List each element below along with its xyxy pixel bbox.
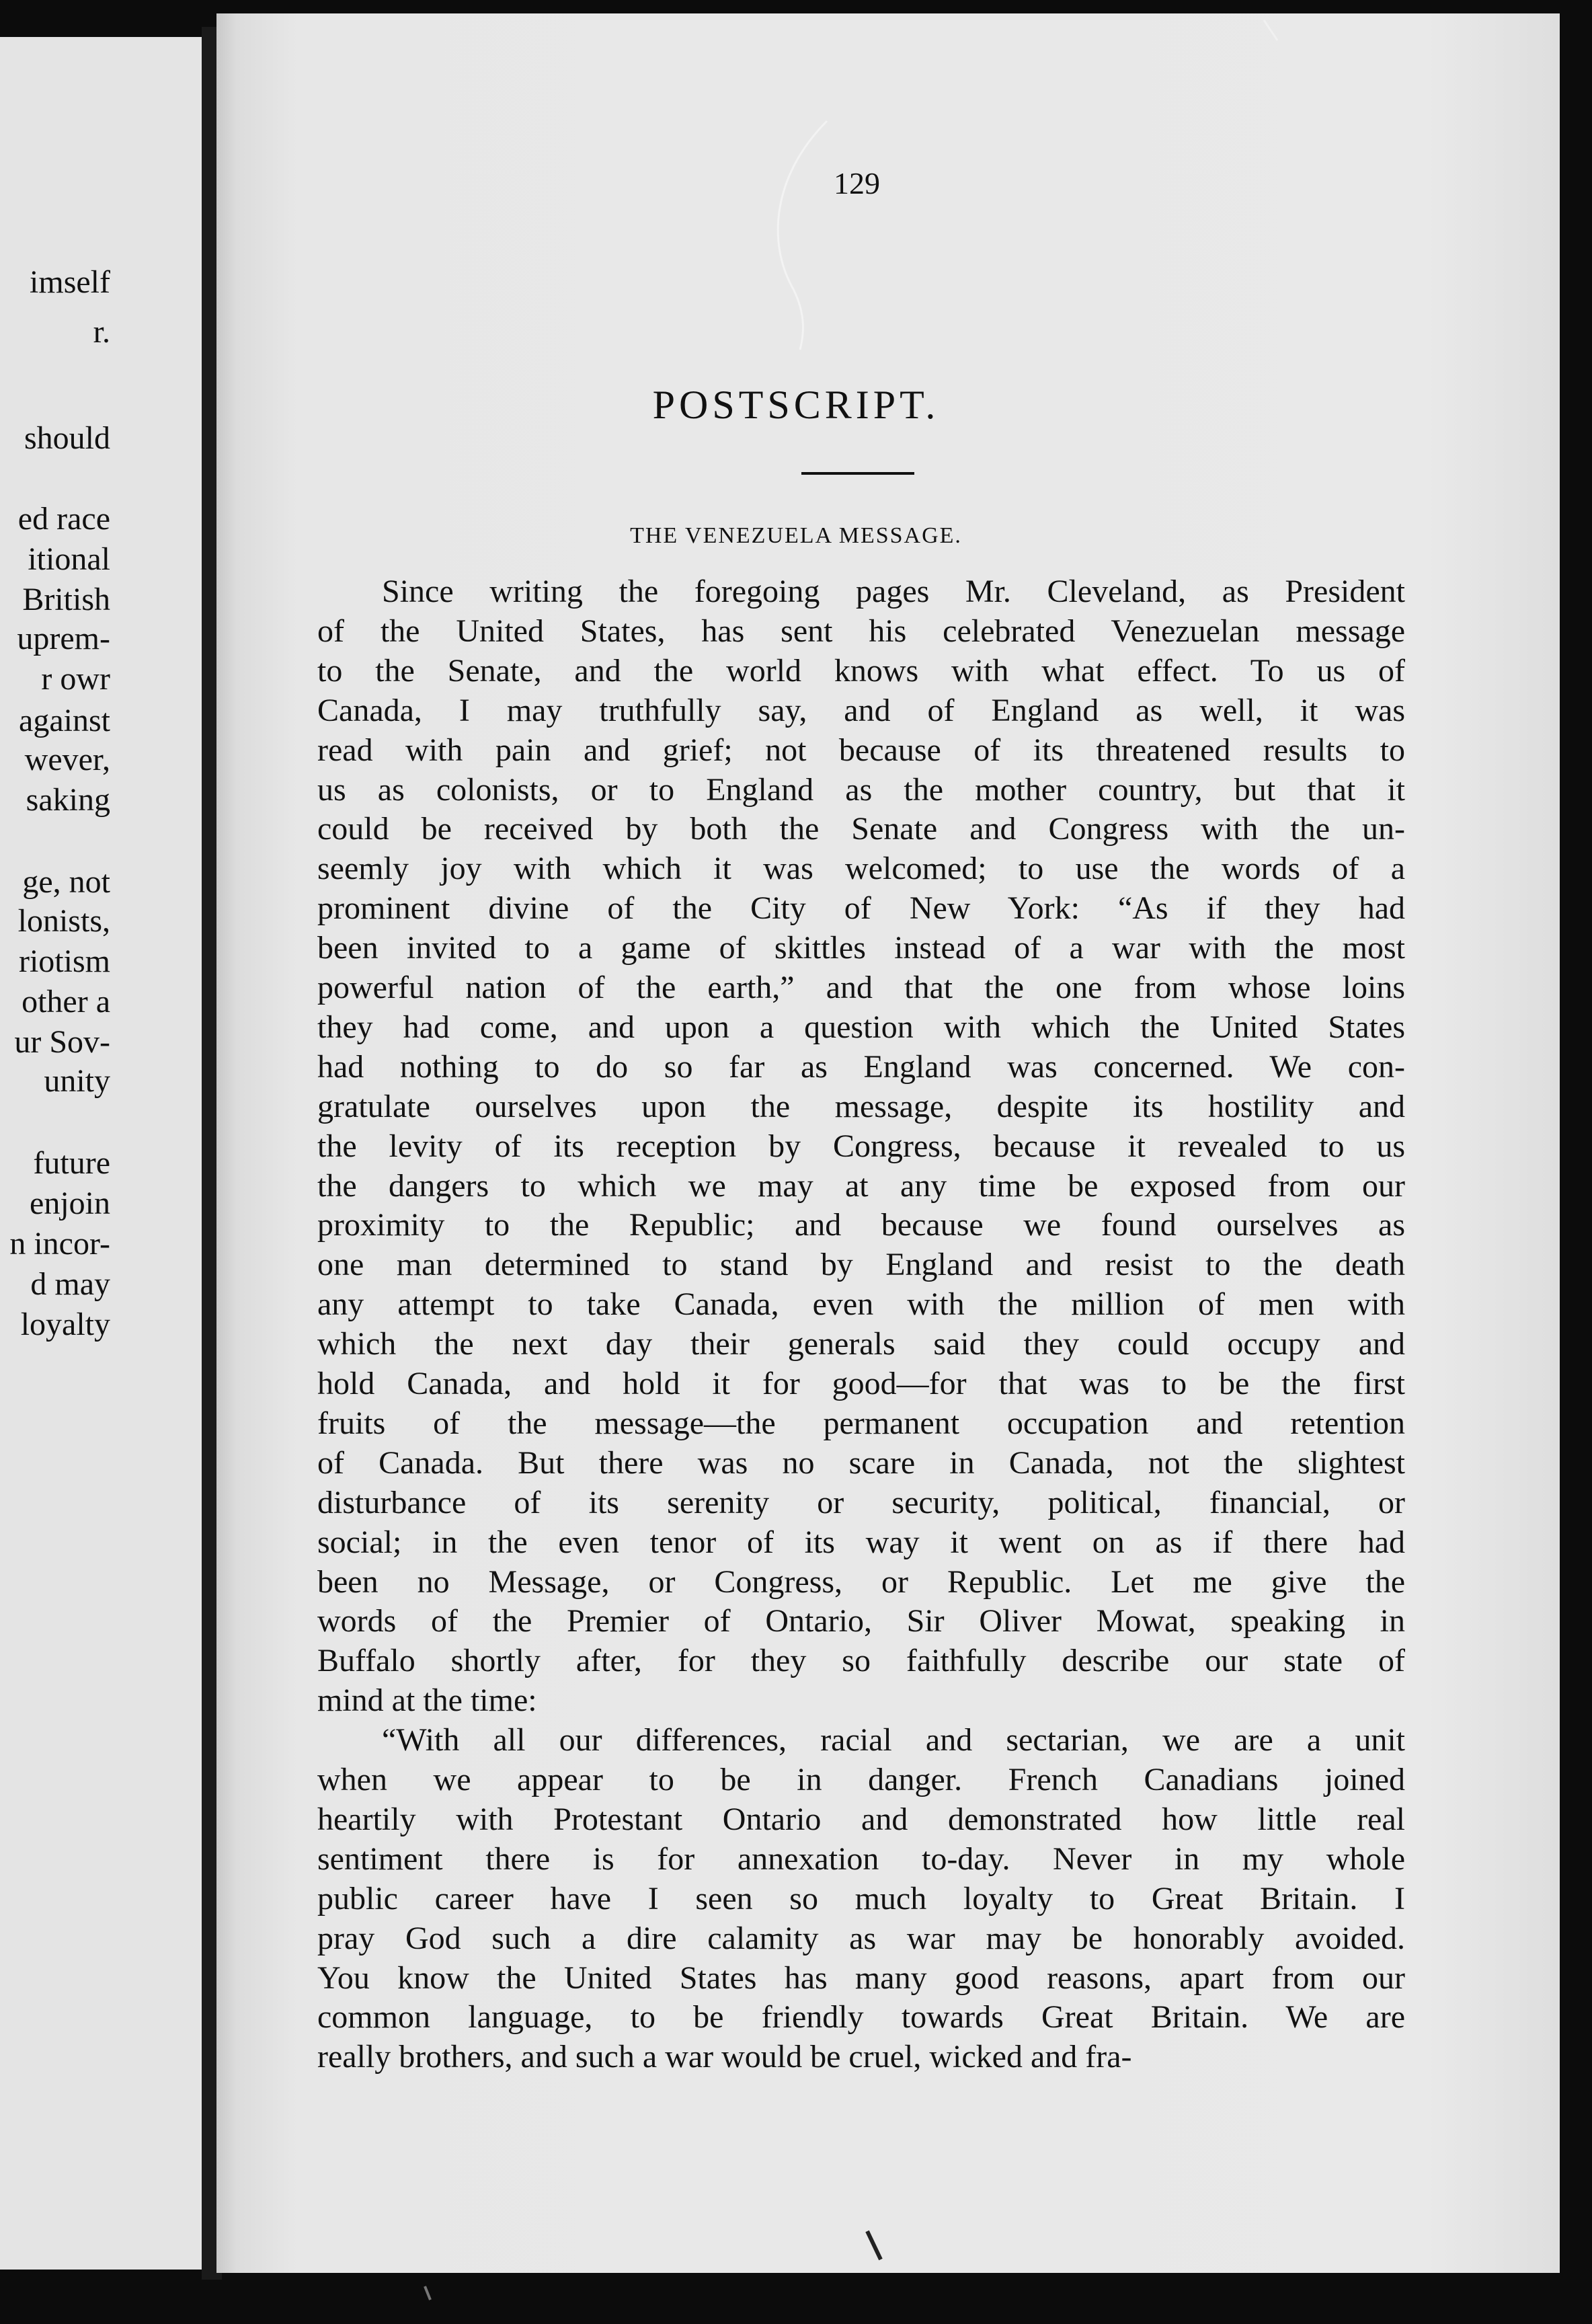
facing-page-line: wever, (24, 742, 110, 777)
body-line: the dangers to which we may at any time be exposed from our (317, 1168, 1405, 1204)
facing-page-line: unity (44, 1063, 110, 1099)
body-line: when we appear to be in danger. French Canadians joined (317, 1762, 1405, 1797)
body-line: been no Message, or Congress, or Republic. Let me give the (317, 1564, 1405, 1600)
facing-page-line: itional (28, 541, 110, 577)
body-line: powerful nation of the earth,” and that the one from whose loins (317, 970, 1405, 1005)
body-line: hold Canada, and hold it for good—for that was to be the first (317, 1366, 1405, 1401)
body-line: to the Senate, and the world knows with what effect. To us of (317, 653, 1405, 689)
facing-page-line: saking (26, 782, 110, 818)
facing-page-line: uprem- (17, 621, 110, 656)
facing-page-line: future (33, 1145, 110, 1181)
facing-page-line: against (19, 703, 110, 738)
body-line: of the United States, has sent his celebrated Venezuelan message (317, 613, 1405, 649)
facing-page-line: r. (93, 314, 110, 350)
body-line: they had come, and upon a question with which the United States (317, 1009, 1405, 1045)
body-line: pray God such a dire calamity as war may be honorably avoided. (317, 1921, 1405, 1956)
body-line: public career have I seen so much loyalty to Great Britain. I (317, 1881, 1405, 1916)
facing-page-line: imself (30, 264, 110, 300)
body-line: You know the United States has many good reasons, apart from our (317, 1960, 1405, 1996)
body-line: seemly joy with which it was welcomed; to use the words of a (317, 851, 1405, 886)
body-line: had nothing to do so far as England was concerned. We con- (317, 1049, 1405, 1085)
body-line: been invited to a game of skittles instead of a war with the most (317, 930, 1405, 966)
body-line: disturbance of its serenity or security, political, financial, or (317, 1485, 1405, 1520)
page-number: 129 (834, 166, 880, 200)
body-line: read with pain and grief; not because of its threatened results to (317, 732, 1405, 768)
body-line: us as colonists, or to England as the mother country, but that it (317, 772, 1405, 808)
facing-page-line: loyalty (20, 1307, 110, 1342)
body-line: mind at the time: (317, 1682, 537, 1718)
body-line: heartily with Protestant Ontario and demonstrated how little real (317, 1802, 1405, 1837)
body-line: prominent divine of the City of New York: “As if they had (317, 890, 1405, 926)
body-line: of Canada. But there was no scare in Canada, not the slightest (317, 1445, 1405, 1481)
body-line: any attempt to take Canada, even with the million of men with (317, 1286, 1405, 1322)
facing-page-line: enjoin (30, 1186, 110, 1221)
body-line: social; in the even tenor of its way it went on as if there had (317, 1524, 1405, 1560)
body-line: “With all our differences, racial and sectarian, we are a unit (382, 1722, 1405, 1758)
facing-page-line: British (22, 582, 110, 617)
facing-page-line: ed race (17, 501, 110, 537)
body-line: proximity to the Republic; and because we found ourselves as (317, 1207, 1405, 1243)
body-line: which the next day their generals said they could occupy and (317, 1326, 1405, 1362)
facing-page-line: other a (22, 984, 110, 1019)
body-line: Since writing the foregoing pages Mr. Cleveland, as President (382, 574, 1405, 609)
facing-page-line: n incor- (9, 1226, 110, 1262)
facing-page-line: should (24, 420, 110, 456)
body-line: fruits of the message—the permanent occupation and retention (317, 1405, 1405, 1441)
facing-page-fragment (0, 37, 202, 2270)
body-line: common language, to be friendly towards Great Britain. We are (317, 1999, 1405, 2035)
facing-page-line: r owr (41, 661, 110, 697)
body-line: words of the Premier of Ontario, Sir Oliver Mowat, speaking in (317, 1603, 1405, 1639)
facing-page-line: riotism (18, 943, 110, 979)
body-line: Buffalo shortly after, for they so faithfully describe our state of (317, 1643, 1405, 1678)
body-line: really brothers, and such a war would be cruel, wicked and fra- (317, 2039, 1132, 2075)
section-subheading: THE VENEZUELA MESSAGE. (630, 523, 962, 548)
body-line: one man determined to stand by England and resist to the death (317, 1247, 1405, 1282)
body-line: could be received by both the Senate and Congress with the un- (317, 811, 1405, 847)
heading-divider (801, 472, 914, 475)
facing-page-line: ge, not (22, 864, 110, 900)
body-line: the levity of its reception by Congress, because it revealed to us (317, 1128, 1405, 1164)
body-line: sentiment there is for annexation to-day. Never in my whole (317, 1841, 1405, 1877)
body-line: Canada, I may truthfully say, and of England as well, it was (317, 693, 1405, 728)
body-line: gratulate ourselves upon the message, despite its hostility and (317, 1089, 1405, 1124)
chapter-heading: POSTSCRIPT. (652, 383, 940, 427)
facing-page-line: ur Sov- (14, 1024, 110, 1060)
facing-page-line: d may (30, 1266, 110, 1302)
facing-page-line: lonists, (17, 903, 110, 939)
